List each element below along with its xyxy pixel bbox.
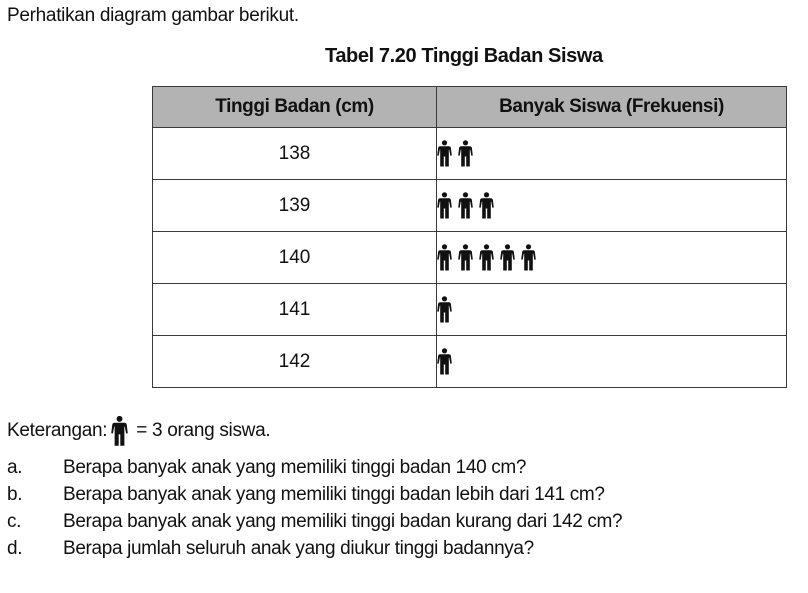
header-height: Tinggi Badan (cm) bbox=[153, 87, 437, 128]
question-item bbox=[7, 535, 622, 562]
person-icon bbox=[479, 244, 494, 271]
table-caption: Tabel 7.20 Tinggi Badan Siswa bbox=[325, 45, 603, 67]
height-cell: 140 bbox=[153, 232, 437, 284]
question-letter: d. bbox=[7, 537, 23, 559]
question-text: Berapa banyak anak yang memiliki tinggi badan lebih dari 141 cm? bbox=[63, 483, 605, 505]
question-text: Berapa banyak anak yang memiliki tinggi badan 140 cm? bbox=[63, 456, 527, 478]
table-row bbox=[153, 232, 787, 284]
person-icon bbox=[437, 348, 452, 375]
height-cell: 139 bbox=[153, 180, 437, 232]
legend-text: = 3 orang siswa. bbox=[136, 420, 271, 441]
question-text: Berapa banyak anak yang memiliki tinggi badan kurang dari 142 cm? bbox=[63, 510, 623, 532]
height-cell: 142 bbox=[153, 336, 437, 388]
question-list bbox=[7, 454, 622, 562]
height-cell: 141 bbox=[153, 284, 437, 336]
person-icon bbox=[521, 244, 536, 271]
table-row bbox=[153, 336, 787, 388]
frequency-cell bbox=[437, 232, 787, 284]
person-icon bbox=[479, 192, 494, 219]
table-row bbox=[153, 180, 787, 232]
frequency-cell bbox=[437, 128, 787, 180]
table-header-row bbox=[153, 87, 787, 128]
person-icon bbox=[458, 140, 473, 167]
question-item bbox=[7, 454, 622, 481]
table-row bbox=[153, 128, 787, 180]
person-icon bbox=[437, 140, 452, 167]
question-item bbox=[7, 508, 622, 535]
question-letter: a. bbox=[7, 456, 23, 478]
person-icon bbox=[458, 244, 473, 271]
legend bbox=[7, 414, 270, 448]
intro-text: Perhatikan diagram gambar berikut. bbox=[7, 5, 299, 26]
person-icon bbox=[437, 244, 452, 271]
frequency-cell bbox=[437, 336, 787, 388]
pictogram-table bbox=[152, 86, 787, 388]
question-text: Berapa jumlah seluruh anak yang diukur tinggi badannya? bbox=[63, 537, 534, 559]
table-row bbox=[153, 284, 787, 336]
person-icon bbox=[437, 192, 452, 219]
question-letter: b. bbox=[7, 483, 23, 505]
question-letter: c. bbox=[7, 510, 22, 532]
frequency-cell bbox=[437, 180, 787, 232]
person-icon bbox=[111, 414, 128, 448]
person-icon bbox=[500, 244, 515, 271]
question-item bbox=[7, 481, 622, 508]
header-frequency: Banyak Siswa (Frekuensi) bbox=[437, 87, 787, 128]
frequency-cell bbox=[437, 284, 787, 336]
height-cell: 138 bbox=[153, 128, 437, 180]
person-icon bbox=[458, 192, 473, 219]
legend-label: Keterangan: bbox=[7, 420, 108, 441]
person-icon bbox=[437, 296, 452, 323]
